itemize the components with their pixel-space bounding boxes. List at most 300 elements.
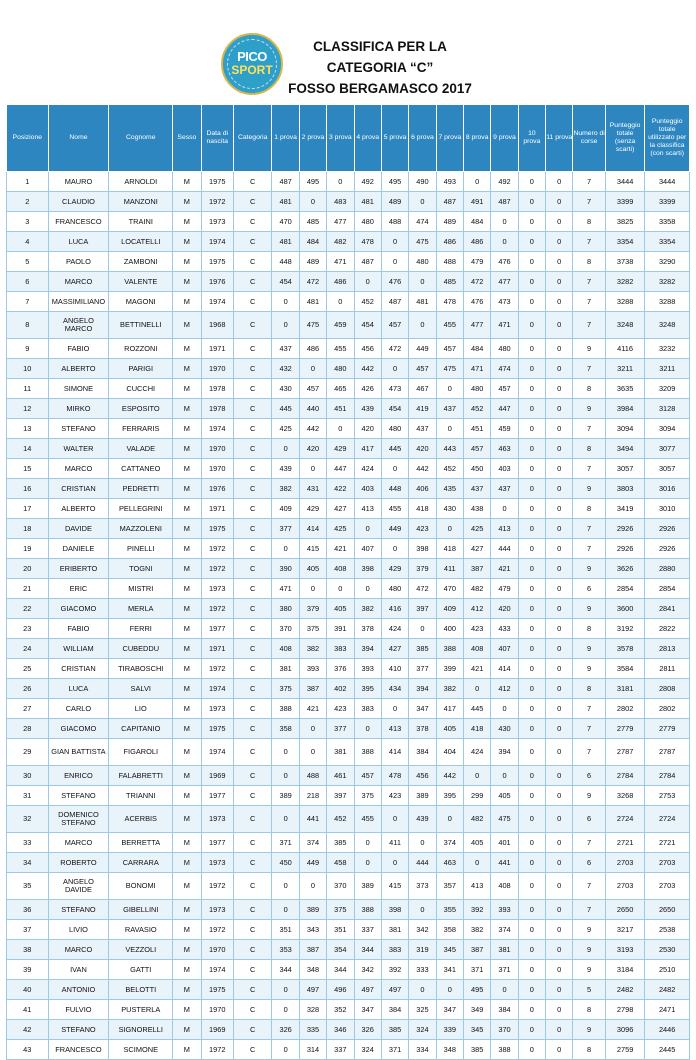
table-cell: 442 <box>436 766 463 786</box>
table-cell: 0 <box>491 499 518 519</box>
table-cell: 407 <box>491 639 518 659</box>
table-cell: M <box>173 499 201 519</box>
table-cell: 480 <box>463 379 490 399</box>
table-cell: 437 <box>409 419 436 439</box>
table-cell: 474 <box>491 359 518 379</box>
table-cell: CAPITANIO <box>109 719 173 739</box>
table-cell: 385 <box>463 1040 490 1060</box>
table-cell: 0 <box>272 766 299 786</box>
table-cell: C <box>233 980 272 1000</box>
table-cell: 371 <box>491 960 518 980</box>
table-cell: 1973 <box>201 853 233 873</box>
table-cell: MARCO <box>48 272 109 292</box>
table-cell: 374 <box>299 833 326 853</box>
table-cell: 488 <box>436 252 463 272</box>
table-cell: M <box>173 679 201 699</box>
table-cell: 479 <box>463 252 490 272</box>
table-cell: 3578 <box>605 639 645 659</box>
table-cell: 3094 <box>645 419 690 439</box>
column-header: Punteggio totale utilizzato per la classifica (con scarti) <box>645 105 690 172</box>
table-cell: 440 <box>299 399 326 419</box>
table-cell: 450 <box>463 459 490 479</box>
table-row <box>7 292 690 312</box>
table-cell: 409 <box>272 499 299 519</box>
table-cell: MAGONI <box>109 292 173 312</box>
table-cell: 325 <box>409 1000 436 1020</box>
table-cell: 488 <box>299 766 326 786</box>
table-cell: 7 <box>573 739 605 766</box>
table-cell: 490 <box>409 172 436 192</box>
table-cell: 389 <box>409 786 436 806</box>
table-cell: CARLO <box>48 699 109 719</box>
table-cell: 413 <box>491 519 518 539</box>
table-cell: 480 <box>409 252 436 272</box>
table-row <box>7 699 690 719</box>
table-cell: 0 <box>546 679 573 699</box>
table-cell: 0 <box>546 339 573 359</box>
table-cell: 382 <box>272 479 299 499</box>
table-cell: 0 <box>518 172 545 192</box>
table-cell: 218 <box>299 786 326 806</box>
table-cell: 2854 <box>645 579 690 599</box>
table-cell: C <box>233 379 272 399</box>
table-cell: ERIC <box>48 579 109 599</box>
table-cell: 0 <box>409 980 436 1000</box>
table-cell: 0 <box>354 579 381 599</box>
table-cell: 0 <box>409 833 436 853</box>
table-cell: 352 <box>327 1000 354 1020</box>
table-cell: 2926 <box>645 519 690 539</box>
table-cell: 414 <box>299 519 326 539</box>
table-cell: 0 <box>546 419 573 439</box>
table-cell: 357 <box>436 873 463 900</box>
table-cell: C <box>233 439 272 459</box>
title-line-2: CATEGORIA “C” <box>326 60 434 75</box>
table-cell: 0 <box>409 272 436 292</box>
table-cell: 3494 <box>605 439 645 459</box>
table-cell: 3354 <box>645 232 690 252</box>
title-line-3: FOSSO BERGAMASCO 2017 <box>288 81 472 96</box>
table-cell: DAVIDE <box>48 519 109 539</box>
table-cell: BETTINELLI <box>109 312 173 339</box>
table-cell: 0 <box>354 853 381 873</box>
table-cell: M <box>173 940 201 960</box>
table-cell: PELLEGRINI <box>109 499 173 519</box>
table-cell: 7 <box>573 699 605 719</box>
table-cell: 405 <box>491 786 518 806</box>
table-cell: 344 <box>327 960 354 980</box>
table-cell: 2841 <box>645 599 690 619</box>
table-cell: 2779 <box>645 719 690 739</box>
table-cell: 480 <box>381 419 408 439</box>
table-row <box>7 1040 690 1060</box>
table-cell: 0 <box>518 479 545 499</box>
table-cell: 347 <box>354 1000 381 1020</box>
table-cell: 3399 <box>645 192 690 212</box>
table-cell: 385 <box>409 639 436 659</box>
table-cell: C <box>233 900 272 920</box>
table-cell: C <box>233 192 272 212</box>
table-cell: 7 <box>573 272 605 292</box>
table-cell: 467 <box>409 379 436 399</box>
table-cell: 445 <box>272 399 299 419</box>
table-cell: 1975 <box>201 172 233 192</box>
table-cell: 0 <box>381 806 408 833</box>
table-cell: M <box>173 659 201 679</box>
table-cell: 333 <box>409 960 436 980</box>
table-cell: 354 <box>327 940 354 960</box>
table-cell: 371 <box>381 1040 408 1060</box>
table-cell: TIRABOSCHI <box>109 659 173 679</box>
table-cell: 3248 <box>605 312 645 339</box>
table-cell: 314 <box>299 1040 326 1060</box>
table-cell: CRISTIAN <box>48 479 109 499</box>
table-cell: 0 <box>546 699 573 719</box>
table-cell: 421 <box>327 539 354 559</box>
table-cell: 17 <box>7 499 49 519</box>
table-cell: 0 <box>546 459 573 479</box>
table-cell: 9 <box>573 339 605 359</box>
table-cell: LOCATELLI <box>109 232 173 252</box>
table-cell: 3010 <box>645 499 690 519</box>
table-cell: 383 <box>354 699 381 719</box>
column-header: 2 prova <box>299 105 326 172</box>
table-cell: 7 <box>573 292 605 312</box>
table-cell: WILLIAM <box>48 639 109 659</box>
table-cell: 1974 <box>201 679 233 699</box>
table-cell: 0 <box>436 980 463 1000</box>
table-cell: M <box>173 1000 201 1020</box>
table-cell: 384 <box>409 739 436 766</box>
table-cell: 480 <box>327 359 354 379</box>
table-cell: 463 <box>436 853 463 873</box>
table-cell: M <box>173 786 201 806</box>
table-cell: 0 <box>518 252 545 272</box>
table-cell: 9 <box>573 940 605 960</box>
table-cell: M <box>173 399 201 419</box>
table-cell: 3825 <box>605 212 645 232</box>
table-cell: 30 <box>7 766 49 786</box>
table-cell: 3626 <box>605 559 645 579</box>
table-cell: C <box>233 479 272 499</box>
table-cell: 3282 <box>645 272 690 292</box>
table-cell: 383 <box>381 940 408 960</box>
table-cell: 1972 <box>201 873 233 900</box>
table-cell: 0 <box>491 699 518 719</box>
table-cell: 0 <box>409 619 436 639</box>
table-cell: 25 <box>7 659 49 679</box>
table-cell: DOMENICO STEFANO <box>48 806 109 833</box>
table-cell: 3444 <box>645 172 690 192</box>
table-cell: 455 <box>327 339 354 359</box>
table-cell: 430 <box>436 499 463 519</box>
table-cell: 7 <box>573 719 605 739</box>
table-cell: 457 <box>491 379 518 399</box>
table-cell: 3358 <box>645 212 690 232</box>
table-cell: 1972 <box>201 1040 233 1060</box>
table-cell: M <box>173 212 201 232</box>
table-cell: M <box>173 719 201 739</box>
table-cell: 458 <box>327 853 354 873</box>
table-cell: C <box>233 766 272 786</box>
table-cell: CLAUDIO <box>48 192 109 212</box>
table-cell: 2703 <box>605 873 645 900</box>
table-cell: 9 <box>573 599 605 619</box>
title-line-1: CLASSIFICA PER LA <box>313 39 447 54</box>
table-cell: C <box>233 272 272 292</box>
table-cell: 0 <box>354 719 381 739</box>
table-cell: 344 <box>272 960 299 980</box>
table-cell: 410 <box>381 659 408 679</box>
table-cell: TOGNI <box>109 559 173 579</box>
table-cell: 2650 <box>645 900 690 920</box>
table-cell: 0 <box>381 359 408 379</box>
table-cell: 472 <box>381 339 408 359</box>
table-cell: 375 <box>272 679 299 699</box>
table-cell: C <box>233 419 272 439</box>
table-cell: 0 <box>546 659 573 679</box>
table-row <box>7 833 690 853</box>
table-cell: 358 <box>436 920 463 940</box>
table-cell: 492 <box>491 172 518 192</box>
table-cell: 0 <box>518 459 545 479</box>
table-cell: 417 <box>354 439 381 459</box>
table-cell: C <box>233 172 272 192</box>
table-cell: M <box>173 900 201 920</box>
table-cell: 481 <box>272 192 299 212</box>
table-cell: FRANCESCO <box>48 1040 109 1060</box>
table-cell: 24 <box>7 639 49 659</box>
table-cell: 6 <box>573 579 605 599</box>
table-cell: 454 <box>354 312 381 339</box>
table-cell: 343 <box>299 920 326 940</box>
table-cell: 8 <box>573 439 605 459</box>
table-cell: 335 <box>299 1020 326 1040</box>
table-cell: DANIELE <box>48 539 109 559</box>
table-cell: PINELLI <box>109 539 173 559</box>
table-cell: 2724 <box>605 806 645 833</box>
table-cell: 449 <box>381 519 408 539</box>
table-cell: 449 <box>409 339 436 359</box>
table-cell: 8 <box>7 312 49 339</box>
table-cell: 5 <box>573 980 605 1000</box>
column-header: 1 prova <box>272 105 299 172</box>
table-cell: 437 <box>463 479 490 499</box>
table-cell: 1969 <box>201 1020 233 1040</box>
table-row <box>7 619 690 639</box>
table-cell: 3399 <box>605 192 645 212</box>
table-cell: FERRI <box>109 619 173 639</box>
table-cell: 370 <box>327 873 354 900</box>
table-cell: 326 <box>354 1020 381 1040</box>
table-cell: M <box>173 459 201 479</box>
table-cell: 0 <box>518 1040 545 1060</box>
table-cell: 0 <box>272 312 299 339</box>
table-cell: M <box>173 766 201 786</box>
table-cell: 402 <box>327 679 354 699</box>
table-cell: GIACOMO <box>48 599 109 619</box>
table-cell: 447 <box>327 459 354 479</box>
table-cell: 400 <box>436 619 463 639</box>
table-cell: 482 <box>463 579 490 599</box>
table-cell: MERLA <box>109 599 173 619</box>
table-cell: 411 <box>436 559 463 579</box>
table-row <box>7 853 690 873</box>
table-cell: 385 <box>327 833 354 853</box>
table-cell: 0 <box>546 980 573 1000</box>
table-cell: 1977 <box>201 619 233 639</box>
table-cell: GIBELLINI <box>109 900 173 920</box>
table-cell: M <box>173 539 201 559</box>
table-cell: 7 <box>573 359 605 379</box>
table-cell: 7 <box>573 873 605 900</box>
table-cell: 487 <box>381 292 408 312</box>
table-cell: 3181 <box>605 679 645 699</box>
table-cell: 390 <box>272 559 299 579</box>
table-cell: 326 <box>272 1020 299 1040</box>
table-cell: 457 <box>436 339 463 359</box>
table-cell: 1974 <box>201 739 233 766</box>
table-cell: 0 <box>491 980 518 1000</box>
table-cell: 471 <box>463 359 490 379</box>
table-cell: 424 <box>354 459 381 479</box>
table-cell: 9 <box>573 479 605 499</box>
table-cell: 2822 <box>645 619 690 639</box>
table-cell: 408 <box>272 639 299 659</box>
table-cell: MARCO <box>48 833 109 853</box>
table-cell: C <box>233 232 272 252</box>
table-cell: 0 <box>491 766 518 786</box>
table-cell: 483 <box>327 192 354 212</box>
table-cell: ROZZONI <box>109 339 173 359</box>
table-cell: 430 <box>272 379 299 399</box>
table-cell: C <box>233 1020 272 1040</box>
table-cell: 480 <box>354 212 381 232</box>
table-cell: 337 <box>354 920 381 940</box>
table-cell: 493 <box>436 172 463 192</box>
table-cell: 382 <box>299 639 326 659</box>
table-cell: 43 <box>7 1040 49 1060</box>
table-cell: 2813 <box>645 639 690 659</box>
table-cell: 0 <box>299 579 326 599</box>
table-cell: 3635 <box>605 379 645 399</box>
table-row <box>7 232 690 252</box>
table-cell: 8 <box>573 679 605 699</box>
table-cell: C <box>233 659 272 679</box>
table-cell: 0 <box>272 900 299 920</box>
table-cell: 387 <box>299 940 326 960</box>
table-cell: CRISTIAN <box>48 659 109 679</box>
table-cell: 0 <box>518 232 545 252</box>
table-cell: 0 <box>518 639 545 659</box>
table-cell: 2445 <box>645 1040 690 1060</box>
table-cell: 473 <box>491 292 518 312</box>
table-cell: 2482 <box>605 980 645 1000</box>
table-cell: 433 <box>491 619 518 639</box>
table-cell: C <box>233 559 272 579</box>
table-cell: STEFANO <box>48 1020 109 1040</box>
table-cell: 439 <box>409 806 436 833</box>
table-cell: 8 <box>573 212 605 232</box>
table-cell: 397 <box>409 599 436 619</box>
table-cell: 13 <box>7 419 49 439</box>
table-cell: 3211 <box>645 359 690 379</box>
table-cell: 378 <box>409 719 436 739</box>
table-cell: 451 <box>327 399 354 419</box>
table-cell: 0 <box>546 1000 573 1020</box>
table-cell: 0 <box>518 766 545 786</box>
table-row <box>7 579 690 599</box>
table-cell: 1973 <box>201 699 233 719</box>
table-row <box>7 786 690 806</box>
table-cell: 339 <box>436 1020 463 1040</box>
table-cell: M <box>173 739 201 766</box>
table-cell: 415 <box>381 873 408 900</box>
table-cell: 1 <box>7 172 49 192</box>
table-cell: 472 <box>409 579 436 599</box>
table-cell: 3211 <box>605 359 645 379</box>
column-header: 10 prova <box>518 105 545 172</box>
table-cell: 393 <box>354 659 381 679</box>
table-cell: 1978 <box>201 399 233 419</box>
table-cell: 478 <box>436 292 463 312</box>
table-cell: 381 <box>381 920 408 940</box>
table-cell: 0 <box>518 339 545 359</box>
table-cell: 3803 <box>605 479 645 499</box>
table-cell: M <box>173 1020 201 1040</box>
table-cell: 2721 <box>605 833 645 853</box>
table-cell: 5 <box>7 252 49 272</box>
table-cell: 408 <box>327 559 354 579</box>
table-cell: 0 <box>518 719 545 739</box>
table-cell: 39 <box>7 960 49 980</box>
table-cell: 0 <box>546 192 573 212</box>
table-cell: 412 <box>491 679 518 699</box>
table-cell: 0 <box>518 659 545 679</box>
table-cell: 3232 <box>645 339 690 359</box>
table-cell: 423 <box>463 619 490 639</box>
table-cell: 334 <box>409 1040 436 1060</box>
table-cell: 422 <box>327 479 354 499</box>
column-header: Data di nascita <box>201 105 233 172</box>
table-cell: 429 <box>299 499 326 519</box>
table-cell: 454 <box>381 399 408 419</box>
table-cell: 2926 <box>605 539 645 559</box>
table-cell: BERRETTA <box>109 833 173 853</box>
table-cell: 2880 <box>645 559 690 579</box>
table-cell: 0 <box>272 980 299 1000</box>
table-cell: 3057 <box>605 459 645 479</box>
table-cell: 420 <box>491 599 518 619</box>
table-cell: 0 <box>436 519 463 539</box>
table-cell: FERRARIS <box>109 419 173 439</box>
table-cell: 299 <box>463 786 490 806</box>
table-cell: 0 <box>491 212 518 232</box>
table-cell: 2530 <box>645 940 690 960</box>
table-cell: 389 <box>299 900 326 920</box>
table-cell: C <box>233 806 272 833</box>
table-cell: C <box>233 873 272 900</box>
table-cell: ACERBIS <box>109 806 173 833</box>
table-cell: 2538 <box>645 920 690 940</box>
table-cell: 465 <box>327 379 354 399</box>
table-cell: 7 <box>573 459 605 479</box>
table-cell: 0 <box>327 579 354 599</box>
table-cell: 477 <box>491 272 518 292</box>
table-cell: M <box>173 312 201 339</box>
table-cell: 398 <box>381 900 408 920</box>
table-cell: ANGELO DAVIDE <box>48 873 109 900</box>
